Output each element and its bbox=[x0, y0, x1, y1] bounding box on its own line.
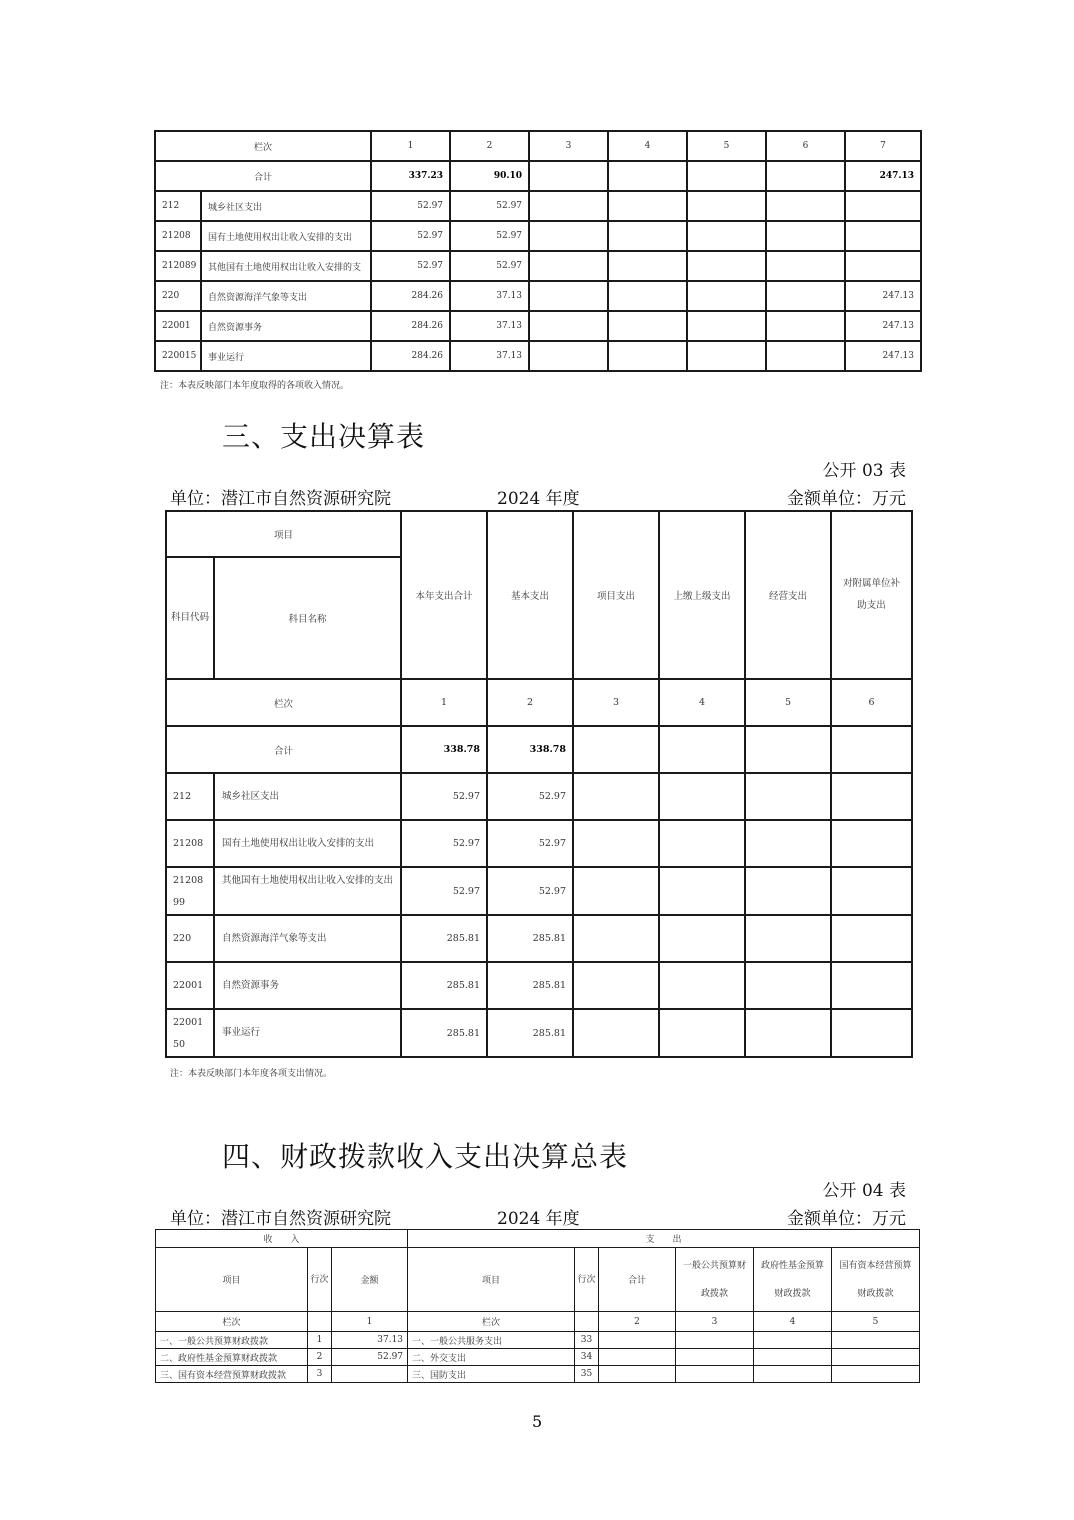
total-value bbox=[831, 726, 912, 773]
table-row bbox=[155, 311, 921, 341]
amount-cell bbox=[687, 281, 766, 311]
amount-cell: 52.97 bbox=[450, 191, 529, 221]
amount-cell bbox=[745, 820, 831, 867]
amount-cell: 247.13 bbox=[845, 341, 921, 371]
expense-amount bbox=[676, 1349, 754, 1366]
table-row bbox=[166, 915, 912, 962]
expense-item: 二、外交支出 bbox=[408, 1349, 575, 1366]
total-value bbox=[573, 726, 659, 773]
col-no: 1 bbox=[401, 679, 487, 726]
header-col: 经营支出 bbox=[745, 511, 831, 679]
amount-cell bbox=[529, 341, 608, 371]
expense-header: 支 出 bbox=[408, 1230, 920, 1248]
total-value: 338.78 bbox=[401, 726, 487, 773]
table-row bbox=[156, 1332, 920, 1349]
table-row bbox=[155, 191, 921, 221]
amount-cell bbox=[529, 311, 608, 341]
column-number-row bbox=[156, 1312, 920, 1332]
subject-code: 220 bbox=[155, 281, 201, 311]
expense-row-no: 33 bbox=[575, 1332, 599, 1349]
col-no: 6 bbox=[766, 131, 845, 161]
header-col: 对附属单位补助支出 bbox=[831, 511, 912, 679]
amount-cell bbox=[529, 251, 608, 281]
amount-cell bbox=[745, 773, 831, 820]
amount-cell bbox=[687, 191, 766, 221]
col-no: 5 bbox=[745, 679, 831, 726]
amount-cell bbox=[573, 820, 659, 867]
header-col: 基本支出 bbox=[487, 511, 573, 679]
subject-name: 自然资源海洋气象等支出 bbox=[214, 915, 401, 962]
column-number-row bbox=[166, 679, 912, 726]
col-no: 3 bbox=[529, 131, 608, 161]
section4-amount-unit: 金额单位：万元 bbox=[787, 1209, 906, 1229]
column-number-label: 栏次 bbox=[166, 679, 401, 726]
amount-cell bbox=[659, 867, 745, 915]
amount-cell bbox=[745, 867, 831, 915]
amount-cell bbox=[529, 221, 608, 251]
amount-cell bbox=[659, 820, 745, 867]
subject-code: 22001 bbox=[166, 962, 214, 1009]
table-row bbox=[156, 1366, 920, 1383]
amount-cell bbox=[573, 962, 659, 1009]
total-label: 合计 bbox=[166, 726, 401, 773]
amount-cell: 52.97 bbox=[487, 820, 573, 867]
amount-cell bbox=[766, 311, 845, 341]
amount-cell bbox=[608, 191, 687, 221]
total-value bbox=[608, 161, 687, 191]
subject-name: 其他国有土地使用权出让收入安排的支出 bbox=[214, 867, 401, 915]
amount-cell bbox=[608, 221, 687, 251]
amount-cell bbox=[766, 341, 845, 371]
subject-name: 国有土地使用权出让收入安排的支出 bbox=[214, 820, 401, 867]
amount-cell bbox=[529, 191, 608, 221]
subject-name: 其他国有土地使用权出让收入安排的支 bbox=[201, 251, 371, 281]
amount-cell bbox=[831, 773, 912, 820]
group-header-row bbox=[156, 1230, 920, 1248]
subject-code: 212 bbox=[166, 773, 214, 820]
amount-cell: 285.81 bbox=[487, 962, 573, 1009]
income-row-no-header: 行次 bbox=[308, 1248, 332, 1312]
income-item: 一、一般公共预算财政拨款 bbox=[156, 1332, 308, 1349]
amount-cell: 52.97 bbox=[487, 867, 573, 915]
amount-cell bbox=[608, 281, 687, 311]
amount-cell: 247.13 bbox=[845, 311, 921, 341]
amount-cell: 285.81 bbox=[401, 962, 487, 1009]
amount-cell: 52.97 bbox=[371, 221, 450, 251]
amount-cell bbox=[687, 311, 766, 341]
table-row bbox=[166, 820, 912, 867]
col-no: 2 bbox=[487, 679, 573, 726]
col-no: 1 bbox=[332, 1312, 408, 1332]
income-header: 收 入 bbox=[156, 1230, 408, 1248]
income-row-no: 1 bbox=[308, 1332, 332, 1349]
amount-cell bbox=[687, 341, 766, 371]
total-label: 合计 bbox=[155, 161, 371, 191]
table-row bbox=[166, 773, 912, 820]
total-value: 247.13 bbox=[845, 161, 921, 191]
amount-cell bbox=[573, 773, 659, 820]
amount-cell bbox=[766, 191, 845, 221]
total-value bbox=[687, 161, 766, 191]
fiscal-appropriation-summary-table bbox=[155, 1229, 920, 1383]
table-row bbox=[166, 1009, 912, 1057]
subject-code: 212089 bbox=[155, 251, 201, 281]
expense-amount bbox=[832, 1366, 920, 1383]
subject-code: 212 bbox=[155, 191, 201, 221]
amount-cell bbox=[845, 251, 921, 281]
expense-row-no-header: 行次 bbox=[575, 1248, 599, 1312]
empty-cell bbox=[308, 1312, 332, 1332]
section3-year: 2024 年度 bbox=[497, 489, 580, 509]
amount-cell: 37.13 bbox=[450, 311, 529, 341]
table-row bbox=[155, 341, 921, 371]
section3-unit: 单位：潜江市自然资源研究院 bbox=[170, 489, 391, 509]
subject-code: 220015 bbox=[155, 341, 201, 371]
column-number-label: 栏次 bbox=[155, 131, 371, 161]
subject-name: 城乡社区支出 bbox=[214, 773, 401, 820]
col-no: 2 bbox=[599, 1312, 676, 1332]
total-value: 338.78 bbox=[487, 726, 573, 773]
amount-cell bbox=[608, 341, 687, 371]
expense-amount bbox=[832, 1332, 920, 1349]
amount-cell bbox=[659, 1009, 745, 1057]
income-amount-header: 金额 bbox=[332, 1248, 408, 1312]
subject-name: 国有土地使用权出让收入安排的支出 bbox=[201, 221, 371, 251]
subject-name: 城乡社区支出 bbox=[201, 191, 371, 221]
expense-state-capital-header: 国有资本经营预算财政拨款 bbox=[832, 1248, 920, 1312]
empty-cell bbox=[575, 1312, 599, 1332]
amount-cell bbox=[659, 962, 745, 1009]
subject-code: 220 bbox=[166, 915, 214, 962]
amount-cell bbox=[831, 915, 912, 962]
subject-code: 22001 bbox=[155, 311, 201, 341]
expense-amount bbox=[676, 1332, 754, 1349]
income-item: 二、政府性基金预算财政拨款 bbox=[156, 1349, 308, 1366]
total-value bbox=[529, 161, 608, 191]
expenditure-table bbox=[165, 510, 913, 1058]
amount-cell: 285.81 bbox=[487, 915, 573, 962]
header-item: 项目 bbox=[166, 511, 401, 557]
amount-cell bbox=[687, 221, 766, 251]
table-row bbox=[155, 221, 921, 251]
amount-cell: 52.97 bbox=[401, 820, 487, 867]
header-col: 项目支出 bbox=[573, 511, 659, 679]
col-no: 1 bbox=[371, 131, 450, 161]
table2-note: 注：本表反映部门本年度取得的各项收入情况。 bbox=[160, 381, 350, 391]
col-no: 3 bbox=[573, 679, 659, 726]
amount-cell bbox=[845, 221, 921, 251]
expense-row-no: 34 bbox=[575, 1349, 599, 1366]
amount-cell bbox=[529, 281, 608, 311]
expense-fund-header: 政府性基金预算财政拨款 bbox=[754, 1248, 832, 1312]
amount-cell: 52.97 bbox=[371, 191, 450, 221]
section4-year: 2024 年度 bbox=[497, 1209, 580, 1229]
income-row-no: 2 bbox=[308, 1349, 332, 1366]
col-no: 5 bbox=[832, 1312, 920, 1332]
total-value bbox=[766, 161, 845, 191]
section3-title: 三、支出决算表 bbox=[222, 420, 426, 453]
income-amount bbox=[332, 1366, 408, 1383]
column-number-row bbox=[155, 131, 921, 161]
subject-code: 2200150 bbox=[166, 1009, 214, 1057]
amount-cell bbox=[766, 251, 845, 281]
col-no: 7 bbox=[845, 131, 921, 161]
expense-general-header: 一般公共预算财政拨款 bbox=[676, 1248, 754, 1312]
amount-cell bbox=[659, 773, 745, 820]
expense-total-header: 合计 bbox=[599, 1248, 676, 1312]
amount-cell bbox=[766, 221, 845, 251]
amount-cell bbox=[573, 915, 659, 962]
total-value: 90.10 bbox=[450, 161, 529, 191]
amount-cell: 284.26 bbox=[371, 281, 450, 311]
section4-table-no: 公开 04 表 bbox=[822, 1181, 906, 1201]
table-row bbox=[166, 962, 912, 1009]
amount-cell: 37.13 bbox=[450, 281, 529, 311]
section3-table-no: 公开 03 表 bbox=[822, 461, 906, 481]
section3-note: 注：本表反映部门本年度各项支出情况。 bbox=[170, 1069, 333, 1079]
subject-name: 自然资源事务 bbox=[201, 311, 371, 341]
amount-cell: 37.13 bbox=[450, 341, 529, 371]
amount-cell: 52.97 bbox=[450, 221, 529, 251]
header-row bbox=[166, 511, 912, 557]
total-value bbox=[659, 726, 745, 773]
header-name: 科目名称 bbox=[214, 557, 401, 679]
income-row-no: 3 bbox=[308, 1366, 332, 1383]
amount-cell: 285.81 bbox=[401, 915, 487, 962]
amount-cell bbox=[831, 962, 912, 1009]
total-row bbox=[166, 726, 912, 773]
subject-code: 21208 bbox=[166, 820, 214, 867]
amount-cell bbox=[687, 251, 766, 281]
amount-cell bbox=[831, 867, 912, 915]
col-no: 4 bbox=[608, 131, 687, 161]
expense-amount bbox=[599, 1366, 676, 1383]
expense-amount bbox=[832, 1349, 920, 1366]
amount-cell: 52.97 bbox=[450, 251, 529, 281]
col-no: 2 bbox=[450, 131, 529, 161]
amount-cell bbox=[573, 1009, 659, 1057]
section3-amount-unit: 金额单位：万元 bbox=[787, 489, 906, 509]
amount-cell bbox=[608, 311, 687, 341]
expense-item-header: 项目 bbox=[408, 1248, 575, 1312]
income-amount: 52.97 bbox=[332, 1349, 408, 1366]
income-table-tail bbox=[154, 130, 922, 372]
amount-cell: 284.26 bbox=[371, 311, 450, 341]
header-col: 本年支出合计 bbox=[401, 511, 487, 679]
amount-cell: 52.97 bbox=[487, 773, 573, 820]
expense-amount bbox=[754, 1349, 832, 1366]
expense-amount bbox=[754, 1366, 832, 1383]
total-value bbox=[745, 726, 831, 773]
amount-cell: 52.97 bbox=[401, 773, 487, 820]
income-item: 三、国有资本经营预算财政拨款 bbox=[156, 1366, 308, 1383]
amount-cell bbox=[745, 1009, 831, 1057]
amount-cell bbox=[845, 191, 921, 221]
expense-item: 一、一般公共服务支出 bbox=[408, 1332, 575, 1349]
amount-cell bbox=[831, 1009, 912, 1057]
expense-amount bbox=[599, 1332, 676, 1349]
header-col: 上缴上级支出 bbox=[659, 511, 745, 679]
col-no: 4 bbox=[659, 679, 745, 726]
expense-row-no: 35 bbox=[575, 1366, 599, 1383]
col-no: 4 bbox=[754, 1312, 832, 1332]
amount-cell bbox=[766, 281, 845, 311]
table-row bbox=[166, 867, 912, 915]
amount-cell: 284.26 bbox=[371, 341, 450, 371]
section4-unit: 单位：潜江市自然资源研究院 bbox=[170, 1209, 391, 1229]
amount-cell: 247.13 bbox=[845, 281, 921, 311]
amount-cell bbox=[659, 915, 745, 962]
table-row bbox=[156, 1349, 920, 1366]
amount-cell: 52.97 bbox=[371, 251, 450, 281]
amount-cell: 285.81 bbox=[487, 1009, 573, 1057]
expense-amount bbox=[754, 1332, 832, 1349]
subject-code: 2120899 bbox=[166, 867, 214, 915]
col-no: 3 bbox=[676, 1312, 754, 1332]
total-row bbox=[155, 161, 921, 191]
amount-cell: 285.81 bbox=[401, 1009, 487, 1057]
subject-name: 事业运行 bbox=[214, 1009, 401, 1057]
section4-title: 四、财政拨款收入支出决算总表 bbox=[222, 1140, 629, 1173]
income-amount: 37.13 bbox=[332, 1332, 408, 1349]
expense-item: 三、国防支出 bbox=[408, 1366, 575, 1383]
header-row bbox=[156, 1248, 920, 1312]
subject-name: 自然资源事务 bbox=[214, 962, 401, 1009]
header-code: 科目代码 bbox=[166, 557, 214, 679]
amount-cell bbox=[831, 820, 912, 867]
subject-name: 事业运行 bbox=[201, 341, 371, 371]
amount-cell bbox=[745, 962, 831, 1009]
col-no: 5 bbox=[687, 131, 766, 161]
column-number-label: 栏次 bbox=[408, 1312, 575, 1332]
expense-amount bbox=[676, 1366, 754, 1383]
amount-cell bbox=[573, 867, 659, 915]
total-value: 337.23 bbox=[371, 161, 450, 191]
subject-code: 21208 bbox=[155, 221, 201, 251]
amount-cell bbox=[608, 251, 687, 281]
subject-name: 自然资源海洋气象等支出 bbox=[201, 281, 371, 311]
table-row bbox=[155, 281, 921, 311]
expense-amount bbox=[599, 1349, 676, 1366]
table-row bbox=[155, 251, 921, 281]
income-item-header: 项目 bbox=[156, 1248, 308, 1312]
column-number-label: 栏次 bbox=[156, 1312, 308, 1332]
amount-cell: 52.97 bbox=[401, 867, 487, 915]
page-number: 5 bbox=[532, 1412, 543, 1431]
amount-cell bbox=[745, 915, 831, 962]
col-no: 6 bbox=[831, 679, 912, 726]
